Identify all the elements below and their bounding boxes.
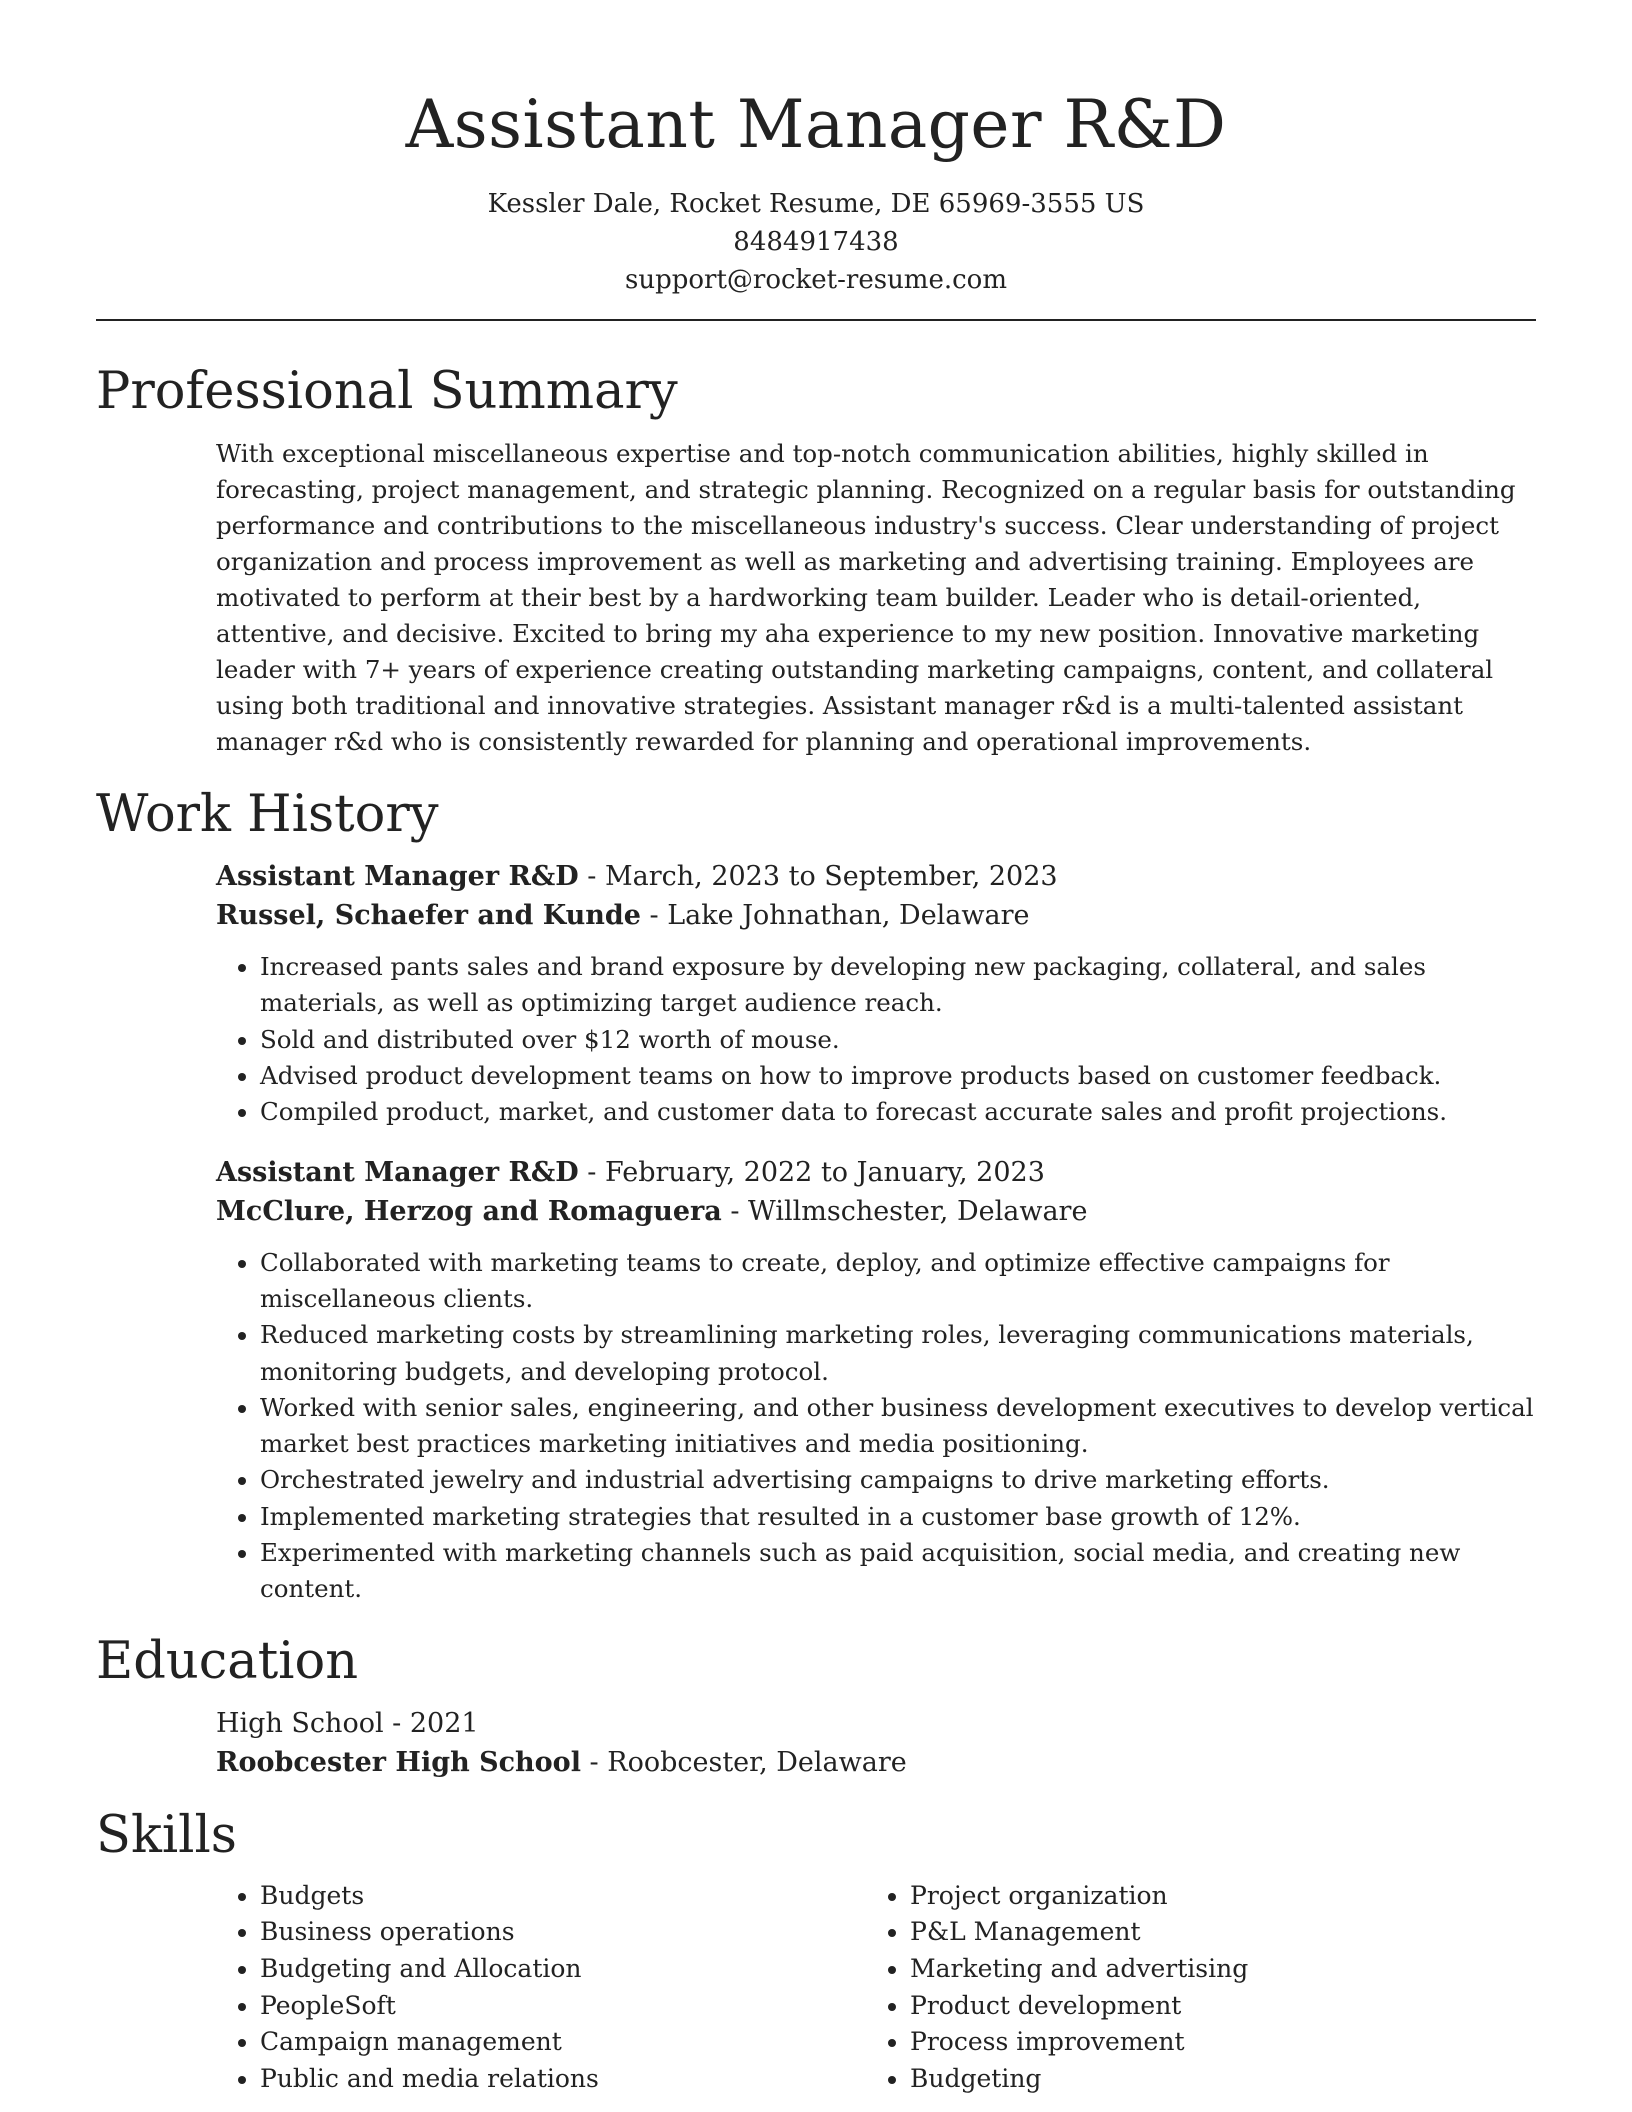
education-school-line bbox=[216, 1743, 1536, 1782]
job-bullet: • Experimented with marketing channels such as paid acquisition, social media, and creating new content. bbox=[260, 1535, 1536, 1608]
job-company: McClure, Herzog and Romaguera bbox=[216, 1195, 722, 1227]
section-title-education: Education bbox=[96, 1631, 359, 1691]
job-bullet: • Implemented marketing strategies that resulted in a customer base growth of 12%. bbox=[260, 1499, 1536, 1535]
job-entry bbox=[216, 857, 1536, 1130]
skill-item: • Business operations bbox=[260, 1914, 866, 1951]
resume-name: Assistant Manager R&D bbox=[405, 86, 1227, 163]
education-location: - Roobcester, Delaware bbox=[580, 1746, 907, 1778]
skill-item: • Product development bbox=[910, 1988, 1516, 2025]
contact-email: support@rocket-resume.com bbox=[624, 265, 1007, 295]
section-title-work-history: Work History bbox=[96, 785, 439, 845]
job-company: Russel, Schaefer and Kunde bbox=[216, 900, 641, 932]
section-title-skills: Skills bbox=[96, 1805, 237, 1865]
job-title-line bbox=[216, 857, 1536, 896]
job-bullets bbox=[216, 949, 1536, 1130]
skill-item: • Budgeting bbox=[910, 2061, 1516, 2098]
job-company-line bbox=[216, 1192, 1536, 1231]
job-title-line bbox=[216, 1153, 1536, 1192]
job-bullet: • Reduced marketing costs by streamlining marketing roles, leveraging communications materials, monitoring budgets, and developing protocol. bbox=[260, 1317, 1536, 1390]
contact-address: Kessler Dale, Rocket Resume, DE 65969-3555 US bbox=[487, 189, 1145, 219]
education-entry bbox=[216, 1704, 1536, 1782]
skill-item: • Budgeting and Allocation bbox=[260, 1951, 866, 1988]
job-dates: - February, 2022 to January, 2023 bbox=[578, 1156, 1045, 1188]
job-bullet: • Collaborated with marketing teams to create, deploy, and optimize effective campaigns for miscellaneous clients. bbox=[260, 1245, 1536, 1318]
job-bullet: • Orchestrated jewelry and industrial advertising campaigns to drive marketing efforts. bbox=[260, 1462, 1536, 1498]
education-degree: High School bbox=[216, 1707, 384, 1739]
header-divider bbox=[96, 319, 1536, 321]
skill-item: • Process improvement bbox=[910, 2024, 1516, 2061]
job-role: Assistant Manager R&D bbox=[216, 861, 579, 893]
summary-text: With exceptional miscellaneous expertise and top-notch communication abilities, highly skilled in forecasting, project management, and strategic planning. Recognized on a regular basis for outstanding performance and contributions to the miscellaneous industry's success. Clear understanding of project organization and process improvement as well as marketing and advertising training. Employees are motivated to perform at their best by a hardworking team builder. Leader who is detail-oriented, attentive, and decisive. Excited to bring my aha experience to my new position. Innovative marketing leader with 7+ years of experience creating outstanding marketing campaigns, content, and collateral using both traditional and innovative strategies. Assistant manager r&d is a multi-talented assistant manager r&d who is consistently rewarded for planning and operational improvements. bbox=[216, 439, 1516, 757]
contact-phone: 8484917438 bbox=[733, 227, 899, 257]
job-role: Assistant Manager R&D bbox=[216, 1156, 579, 1188]
skill-item: • Public and media relations bbox=[260, 2061, 866, 2098]
education-school: Roobcester High School bbox=[216, 1746, 581, 1778]
skill-item: • Marketing and advertising bbox=[910, 1951, 1516, 1988]
contact-info bbox=[96, 185, 1536, 299]
skills-column-left bbox=[216, 1878, 866, 2098]
skill-item: • P&L Management bbox=[910, 1914, 1516, 1951]
skill-item: • Campaign management bbox=[260, 2024, 866, 2061]
job-bullets bbox=[216, 1245, 1536, 1608]
job-bullet: • Sold and distributed over $12 worth of mouse. bbox=[260, 1022, 1536, 1058]
job-bullet: • Advised product development teams on how to improve products based on customer feedback. bbox=[260, 1058, 1536, 1094]
job-bullet: • Compiled product, market, and customer data to forecast accurate sales and profit projections. bbox=[260, 1094, 1536, 1130]
job-dates: - March, 2023 to September, 2023 bbox=[578, 861, 1058, 893]
job-location: - Willmschester, Delaware bbox=[721, 1195, 1088, 1227]
job-entry bbox=[216, 1153, 1536, 1608]
skill-item: • Project organization bbox=[910, 1878, 1516, 1915]
job-bullet: • Increased pants sales and brand exposure by developing new packaging, collateral, and sales materials, as well as optimizing target audience reach. bbox=[260, 949, 1536, 1022]
education-degree-line bbox=[216, 1704, 1536, 1743]
job-location: - Lake Johnathan, Delaware bbox=[640, 900, 1030, 932]
skill-item: • PeopleSoft bbox=[260, 1988, 866, 2025]
section-title-summary: Professional Summary bbox=[96, 362, 678, 421]
job-company-line bbox=[216, 896, 1536, 935]
education-year: - 2021 bbox=[383, 1707, 479, 1739]
job-bullet: • Worked with senior sales, engineering, and other business development executives to develop vertical market best practices marketing initiatives and media positioning. bbox=[260, 1390, 1536, 1463]
skill-item: • Budgets bbox=[260, 1878, 866, 1915]
skills-list bbox=[216, 1878, 1536, 2098]
skills-column-right bbox=[866, 1878, 1516, 2098]
resume-header bbox=[96, 86, 1536, 299]
